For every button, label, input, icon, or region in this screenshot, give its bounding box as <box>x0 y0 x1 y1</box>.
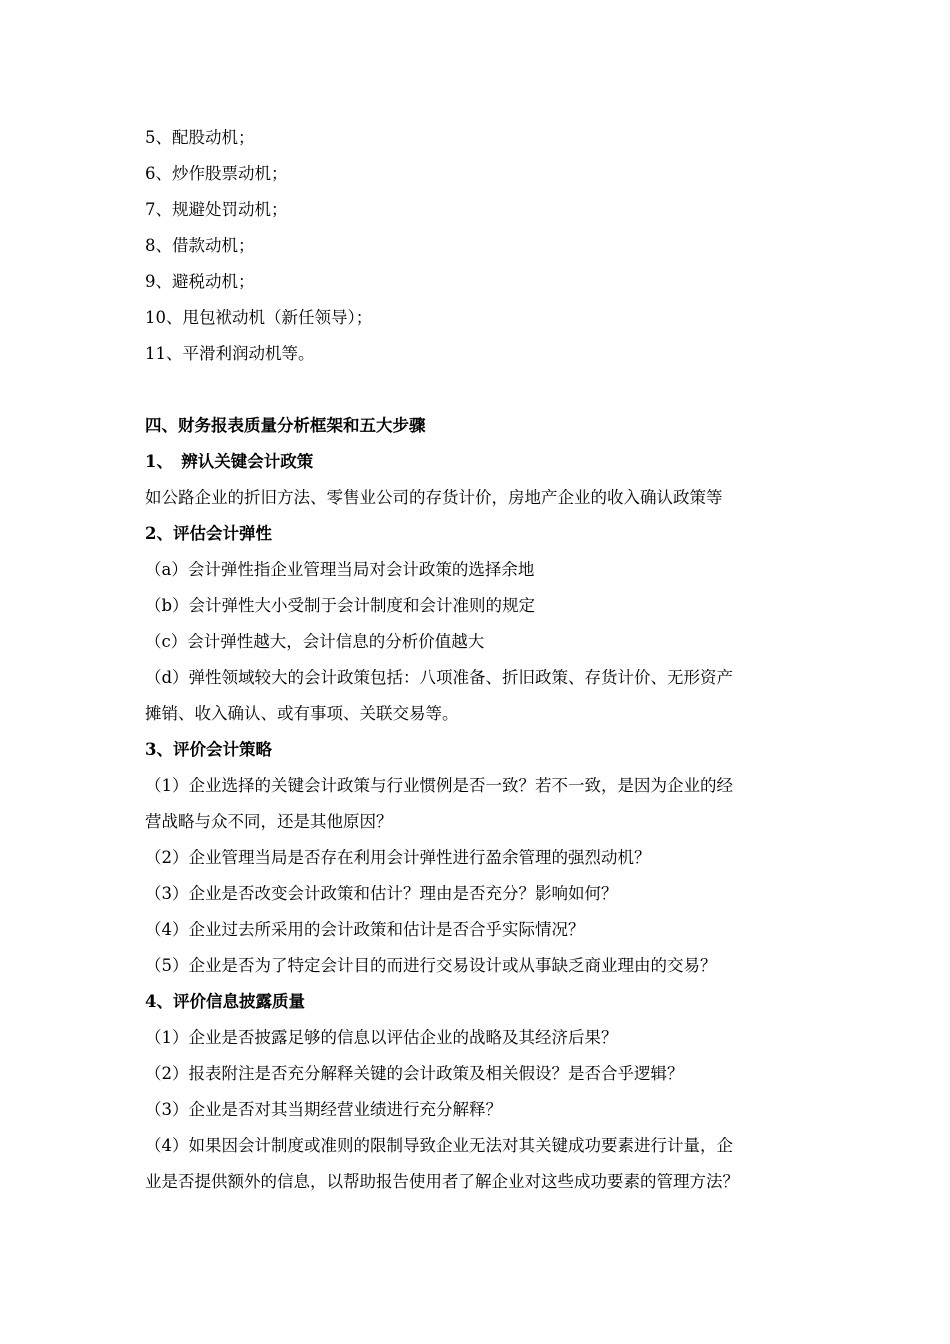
list-item: 11、平滑利润动机等。 <box>145 344 315 363</box>
step3-heading: 3、评价会计策略 <box>145 740 272 759</box>
list-item: 8、借款动机； <box>145 236 255 255</box>
step4-heading: 4、评价信息披露质量 <box>145 992 305 1011</box>
list-item: 7、规避处罚动机； <box>145 200 288 219</box>
list-item: （2）报表附注是否充分解释关键的会计政策及相关假设？是否合乎逻辑？ <box>145 1064 684 1083</box>
list-item: （4）企业过去所采用的会计政策和估计是否合乎实际情况？ <box>145 920 585 939</box>
section-title: 四、财务报表质量分析框架和五大步骤 <box>145 416 426 435</box>
list-item: （c）会计弹性越大，会计信息的分析价值越大 <box>145 632 485 651</box>
document-page <box>145 120 835 1200</box>
list-item-continuation: 摊销、收入确认、或有事项、关联交易等。 <box>145 704 459 723</box>
list-item: （1）企业是否披露足够的信息以评估企业的战略及其经济后果？ <box>145 1028 618 1047</box>
list-item: 6、炒作股票动机； <box>145 164 288 183</box>
list-item: （b）会计弹性大小受制于会计制度和会计准则的规定 <box>145 596 536 615</box>
list-item: （4）如果因会计制度或准则的限制导致企业无法对其关键成功要素进行计量，企 <box>145 1136 733 1155</box>
list-item: （3）企业是否对其当期经营业绩进行充分解释？ <box>145 1100 502 1119</box>
list-item: （5）企业是否为了特定会计目的而进行交易设计或从事缺乏商业理由的交易？ <box>145 956 717 975</box>
list-item-continuation: 业是否提供额外的信息，以帮助报告使用者了解企业对这些成功要素的管理方法？ <box>145 1172 739 1191</box>
list-item: （a）会计弹性指企业管理当局对会计政策的选择余地 <box>145 560 535 579</box>
list-item-continuation: 营战略与众不同，还是其他原因？ <box>145 812 393 831</box>
step1-body: 如公路企业的折旧方法、零售业公司的存货计价，房地产企业的收入确认政策等 <box>145 488 723 507</box>
list-item: 9、避税动机； <box>145 272 255 291</box>
list-item: 10、甩包袱动机（新任领导）； <box>145 308 373 327</box>
list-item: 5、配股动机； <box>145 128 255 147</box>
section-spacer <box>145 372 835 408</box>
list-item: （2）企业管理当局是否存在利用会计弹性进行盈余管理的强烈动机？ <box>145 848 651 867</box>
motive-list <box>145 120 835 372</box>
list-item: （3）企业是否改变会计政策和估计？理由是否充分？影响如何？ <box>145 884 618 903</box>
step1-heading: 1、 辨认关键会计政策 <box>145 452 314 471</box>
list-item: （1）企业选择的关键会计政策与行业惯例是否一致？若不一致，是因为企业的经 <box>145 776 733 795</box>
step2-heading: 2、评估会计弹性 <box>145 524 272 543</box>
list-item: （d）弹性领域较大的会计政策包括：八项准备、折旧政策、存货计价、无形资产 <box>145 668 734 687</box>
